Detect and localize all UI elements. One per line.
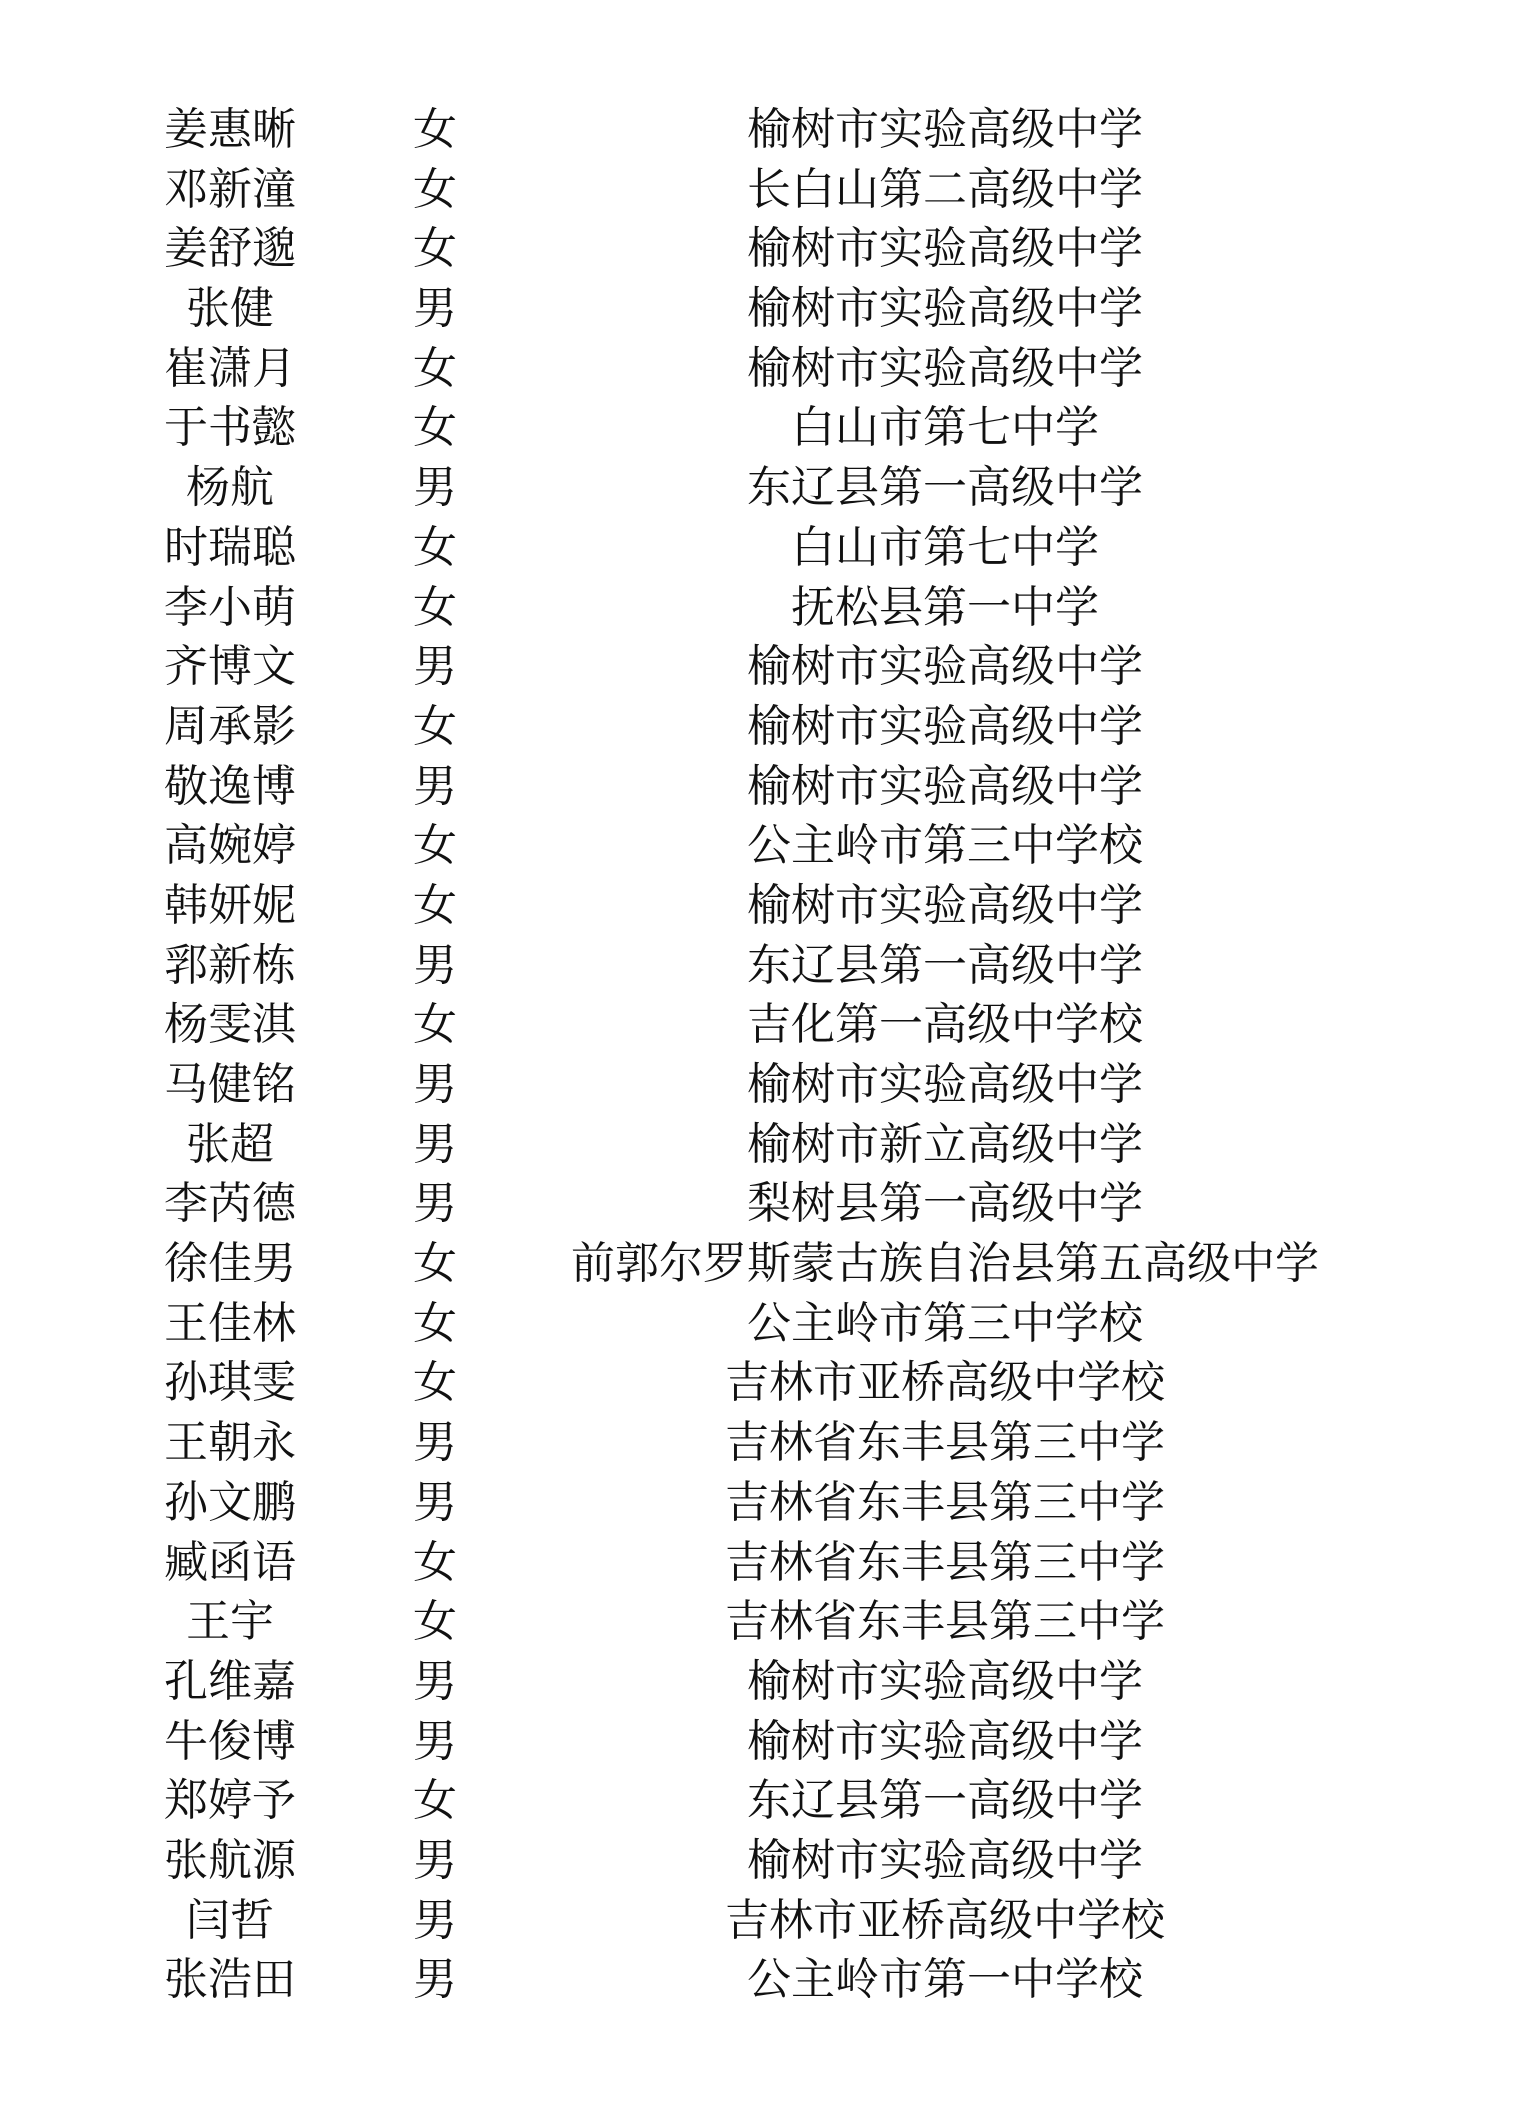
list-item: [0, 339, 1522, 399]
list-item: [0, 1294, 1522, 1354]
student-name: 李芮德: [164, 1178, 296, 1230]
student-school: 吉林省东丰县第三中学: [725, 1596, 1165, 1648]
student-school: 梨树县第一高级中学: [747, 1178, 1143, 1230]
student-name: 孔维嘉: [164, 1655, 296, 1707]
student-school: 抚松县第一中学: [791, 581, 1099, 633]
student-gender: 女: [413, 1596, 457, 1648]
student-gender: 女: [413, 1775, 457, 1827]
list-item: [0, 1891, 1522, 1951]
list-item: [0, 1592, 1522, 1652]
student-school: 吉林省东丰县第三中学: [725, 1417, 1165, 1469]
list-item: [0, 757, 1522, 817]
student-school: 榆树市实验高级中学: [747, 104, 1143, 155]
student-gender: 女: [413, 1536, 457, 1588]
list-item: [0, 637, 1522, 697]
student-name: 王朝永: [164, 1417, 296, 1469]
list-item: [0, 697, 1522, 757]
student-school: 榆树市实验高级中学: [747, 641, 1143, 693]
student-name: 姜惠晰: [164, 104, 296, 155]
student-name: 杨航: [186, 462, 274, 514]
student-school: 榆树市实验高级中学: [747, 1834, 1143, 1886]
list-item: [0, 1771, 1522, 1831]
student-school: 吉林市亚桥高级中学校: [725, 1357, 1165, 1409]
student-name: 张航源: [164, 1834, 296, 1886]
student-gender: 男: [413, 1118, 457, 1170]
list-item: [0, 398, 1522, 458]
student-gender: 女: [413, 999, 457, 1051]
student-name: 臧函语: [164, 1536, 296, 1588]
list-item: [0, 1473, 1522, 1533]
student-gender: 女: [413, 402, 457, 454]
list-item: [0, 219, 1522, 279]
list-item: [0, 160, 1522, 220]
student-gender: 女: [413, 163, 457, 215]
list-item: [0, 458, 1522, 518]
student-school: 榆树市实验高级中学: [747, 283, 1143, 335]
student-gender: 女: [413, 581, 457, 633]
list-item: [0, 816, 1522, 876]
list-item: [0, 578, 1522, 638]
student-school: 榆树市实验高级中学: [747, 879, 1143, 931]
student-name: 高婉婷: [164, 820, 296, 872]
student-name: 李小萌: [164, 581, 296, 633]
list-item: [0, 1413, 1522, 1473]
student-name: 孙文鹏: [164, 1476, 296, 1528]
student-gender: 女: [413, 1297, 457, 1349]
student-gender: 男: [413, 1059, 457, 1110]
student-gender: 男: [413, 1178, 457, 1230]
student-name: 周承影: [164, 700, 296, 752]
student-school: 榆树市实验高级中学: [747, 700, 1143, 752]
student-school: 白山市第七中学: [791, 521, 1099, 573]
list-item: [0, 995, 1522, 1055]
student-gender: 女: [413, 223, 457, 275]
list-item: [0, 1115, 1522, 1175]
student-gender: 女: [413, 820, 457, 872]
student-school: 榆树市实验高级中学: [747, 342, 1143, 394]
student-gender: 女: [413, 342, 457, 394]
list-item: [0, 1652, 1522, 1712]
student-school: 长白山第二高级中学: [747, 163, 1143, 215]
student-school: 榆树市实验高级中学: [747, 1715, 1143, 1767]
student-name: 姜舒邈: [164, 223, 296, 275]
list-item: [0, 1831, 1522, 1891]
student-gender: 女: [413, 1357, 457, 1409]
list-item: [0, 876, 1522, 936]
student-name: 敬逸博: [164, 760, 296, 812]
student-gender: 男: [413, 1834, 457, 1886]
student-gender: 男: [413, 1655, 457, 1707]
student-name: 韩妍妮: [164, 879, 296, 931]
student-gender: 女: [413, 1238, 457, 1290]
student-school: 东辽县第一高级中学: [747, 1775, 1143, 1827]
student-name: 于书懿: [164, 402, 296, 454]
student-name: 孙琪雯: [164, 1357, 296, 1409]
student-school: 榆树市实验高级中学: [747, 1059, 1143, 1110]
student-gender: 男: [413, 462, 457, 514]
student-school: 东辽县第一高级中学: [747, 462, 1143, 514]
student-school: 吉林市亚桥高级中学校: [725, 1894, 1165, 1946]
student-name: 时瑞聪: [164, 521, 296, 573]
student-school: 榆树市实验高级中学: [747, 1655, 1143, 1707]
student-gender: 女: [413, 700, 457, 752]
student-gender: 男: [413, 1417, 457, 1469]
list-item: [0, 1055, 1522, 1115]
student-name: 马健铭: [164, 1059, 296, 1110]
student-name: 牛俊博: [164, 1715, 296, 1767]
student-gender: 男: [413, 1715, 457, 1767]
student-school: 吉林省东丰县第三中学: [725, 1476, 1165, 1528]
student-name: 张健: [186, 283, 274, 335]
list-item: [0, 1950, 1522, 2010]
student-gender: 男: [413, 1954, 457, 2006]
student-gender: 男: [413, 283, 457, 335]
student-name: 齐博文: [164, 641, 296, 693]
student-gender: 男: [413, 1894, 457, 1946]
student-name: 郛新栋: [164, 939, 296, 991]
student-gender: 男: [413, 939, 457, 991]
student-name: 王宇: [186, 1596, 274, 1648]
student-name: 张浩田: [164, 1954, 296, 2006]
student-name: 邓新潼: [164, 163, 296, 215]
student-name: 徐佳男: [164, 1238, 296, 1290]
student-school: 白山市第七中学: [791, 402, 1099, 454]
student-school: 榆树市实验高级中学: [747, 223, 1143, 275]
student-name: 王佳林: [164, 1297, 296, 1349]
student-gender: 女: [413, 879, 457, 931]
student-name: 张超: [186, 1118, 274, 1170]
student-school: 公主岭市第一中学校: [747, 1954, 1143, 2006]
list-item: [0, 1234, 1522, 1294]
student-name: 杨雯淇: [164, 999, 296, 1051]
student-school: 公主岭市第三中学校: [747, 1297, 1143, 1349]
list-item: [0, 100, 1522, 160]
student-school: 公主岭市第三中学校: [747, 820, 1143, 872]
student-school: 榆树市实验高级中学: [747, 760, 1143, 812]
list-item: [0, 1533, 1522, 1593]
student-gender: 男: [413, 1476, 457, 1528]
student-list: [0, 100, 1522, 2010]
student-school: 东辽县第一高级中学: [747, 939, 1143, 991]
student-school: 前郭尔罗斯蒙古族自治县第五高级中学: [571, 1238, 1319, 1290]
student-name: 郑婷予: [164, 1775, 296, 1827]
student-school: 吉化第一高级中学校: [747, 999, 1143, 1051]
student-gender: 女: [413, 521, 457, 573]
list-item: [0, 279, 1522, 339]
student-gender: 男: [413, 641, 457, 693]
list-item: [0, 1353, 1522, 1413]
student-name: 闫哲: [186, 1894, 274, 1946]
student-gender: 女: [413, 104, 457, 155]
student-school: 吉林省东丰县第三中学: [725, 1536, 1165, 1588]
list-item: [0, 1712, 1522, 1772]
student-name: 崔潇月: [164, 342, 296, 394]
student-gender: 男: [413, 760, 457, 812]
list-item: [0, 936, 1522, 996]
list-item: [0, 1174, 1522, 1234]
student-school: 榆树市新立高级中学: [747, 1118, 1143, 1170]
list-item: [0, 518, 1522, 578]
